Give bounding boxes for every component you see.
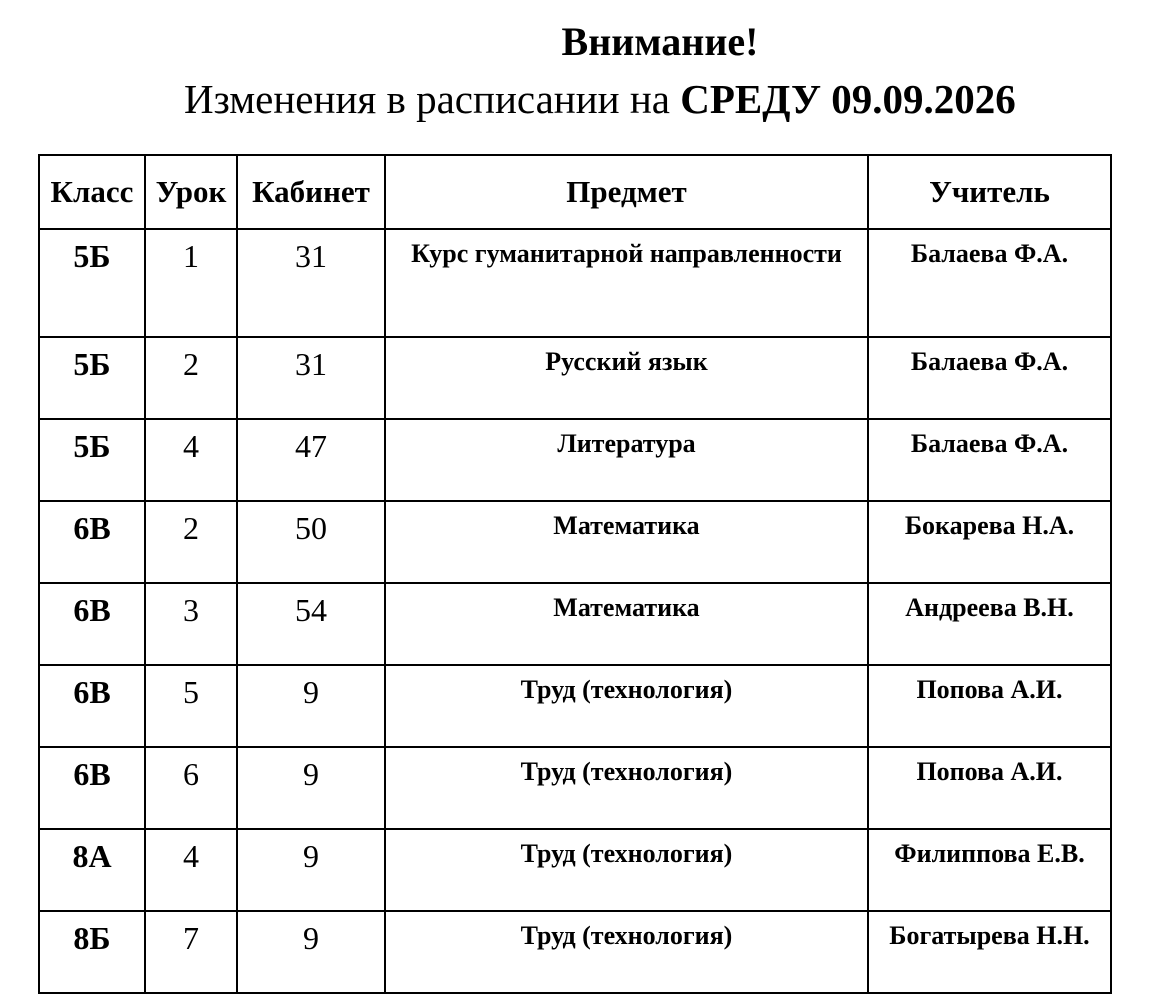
lesson-cell: 4 [145, 419, 237, 501]
table-row [39, 665, 1111, 747]
teacher-cell: Балаева Ф.А. [868, 229, 1111, 337]
teacher-cell: Попова А.И. [868, 747, 1111, 829]
table-row [39, 829, 1111, 911]
teacher-cell: Балаева Ф.А. [868, 419, 1111, 501]
class-cell: 6В [39, 747, 145, 829]
subject-cell: Труд (технология) [385, 911, 868, 993]
table-row [39, 229, 1111, 337]
column-header-teacher: Учитель [868, 155, 1111, 229]
room-cell: 9 [237, 829, 385, 911]
table-row [39, 911, 1111, 993]
subject-cell: Литература [385, 419, 868, 501]
room-cell: 9 [237, 747, 385, 829]
lesson-cell: 7 [145, 911, 237, 993]
table-row [39, 419, 1111, 501]
page-title: Внимание! [561, 19, 759, 64]
teacher-cell: Попова А.И. [868, 665, 1111, 747]
column-header-room: Кабинет [237, 155, 385, 229]
room-cell: 47 [237, 419, 385, 501]
class-cell: 8Б [39, 911, 145, 993]
subtitle-day-date: СРЕДУ 09.09.2026 [680, 76, 1016, 122]
teacher-cell: Богатырева Н.Н. [868, 911, 1111, 993]
lesson-cell: 2 [145, 501, 237, 583]
column-header-subject: Предмет [385, 155, 868, 229]
table-row [39, 583, 1111, 665]
subject-cell: Русский язык [385, 337, 868, 419]
column-header-lesson: Урок [145, 155, 237, 229]
lesson-cell: 4 [145, 829, 237, 911]
subtitle-prefix: Изменения в расписании на [184, 76, 681, 122]
table-row [39, 501, 1111, 583]
lesson-cell: 1 [145, 229, 237, 337]
subject-cell: Труд (технология) [385, 747, 868, 829]
schedule-changes-table [38, 154, 1112, 994]
class-cell: 5Б [39, 419, 145, 501]
class-cell: 6В [39, 501, 145, 583]
room-cell: 31 [237, 229, 385, 337]
class-cell: 6В [39, 583, 145, 665]
table-row [39, 747, 1111, 829]
page-subtitle [184, 74, 1016, 124]
table-row [39, 337, 1111, 419]
lesson-cell: 2 [145, 337, 237, 419]
subject-cell: Труд (технология) [385, 829, 868, 911]
class-cell: 5Б [39, 337, 145, 419]
class-cell: 6В [39, 665, 145, 747]
room-cell: 54 [237, 583, 385, 665]
class-cell: 8А [39, 829, 145, 911]
room-cell: 9 [237, 911, 385, 993]
room-cell: 9 [237, 665, 385, 747]
lesson-cell: 6 [145, 747, 237, 829]
subject-cell: Труд (технология) [385, 665, 868, 747]
lesson-cell: 5 [145, 665, 237, 747]
teacher-cell: Балаева Ф.А. [868, 337, 1111, 419]
column-header-class: Класс [39, 155, 145, 229]
room-cell: 31 [237, 337, 385, 419]
subject-cell: Математика [385, 583, 868, 665]
subject-cell: Курс гуманитарной направленности [385, 229, 868, 337]
teacher-cell: Филиппова Е.В. [868, 829, 1111, 911]
teacher-cell: Бокарева Н.А. [868, 501, 1111, 583]
lesson-cell: 3 [145, 583, 237, 665]
teacher-cell: Андреева В.Н. [868, 583, 1111, 665]
class-cell: 5Б [39, 229, 145, 337]
subject-cell: Математика [385, 501, 868, 583]
table-header-row [39, 155, 1111, 229]
room-cell: 50 [237, 501, 385, 583]
